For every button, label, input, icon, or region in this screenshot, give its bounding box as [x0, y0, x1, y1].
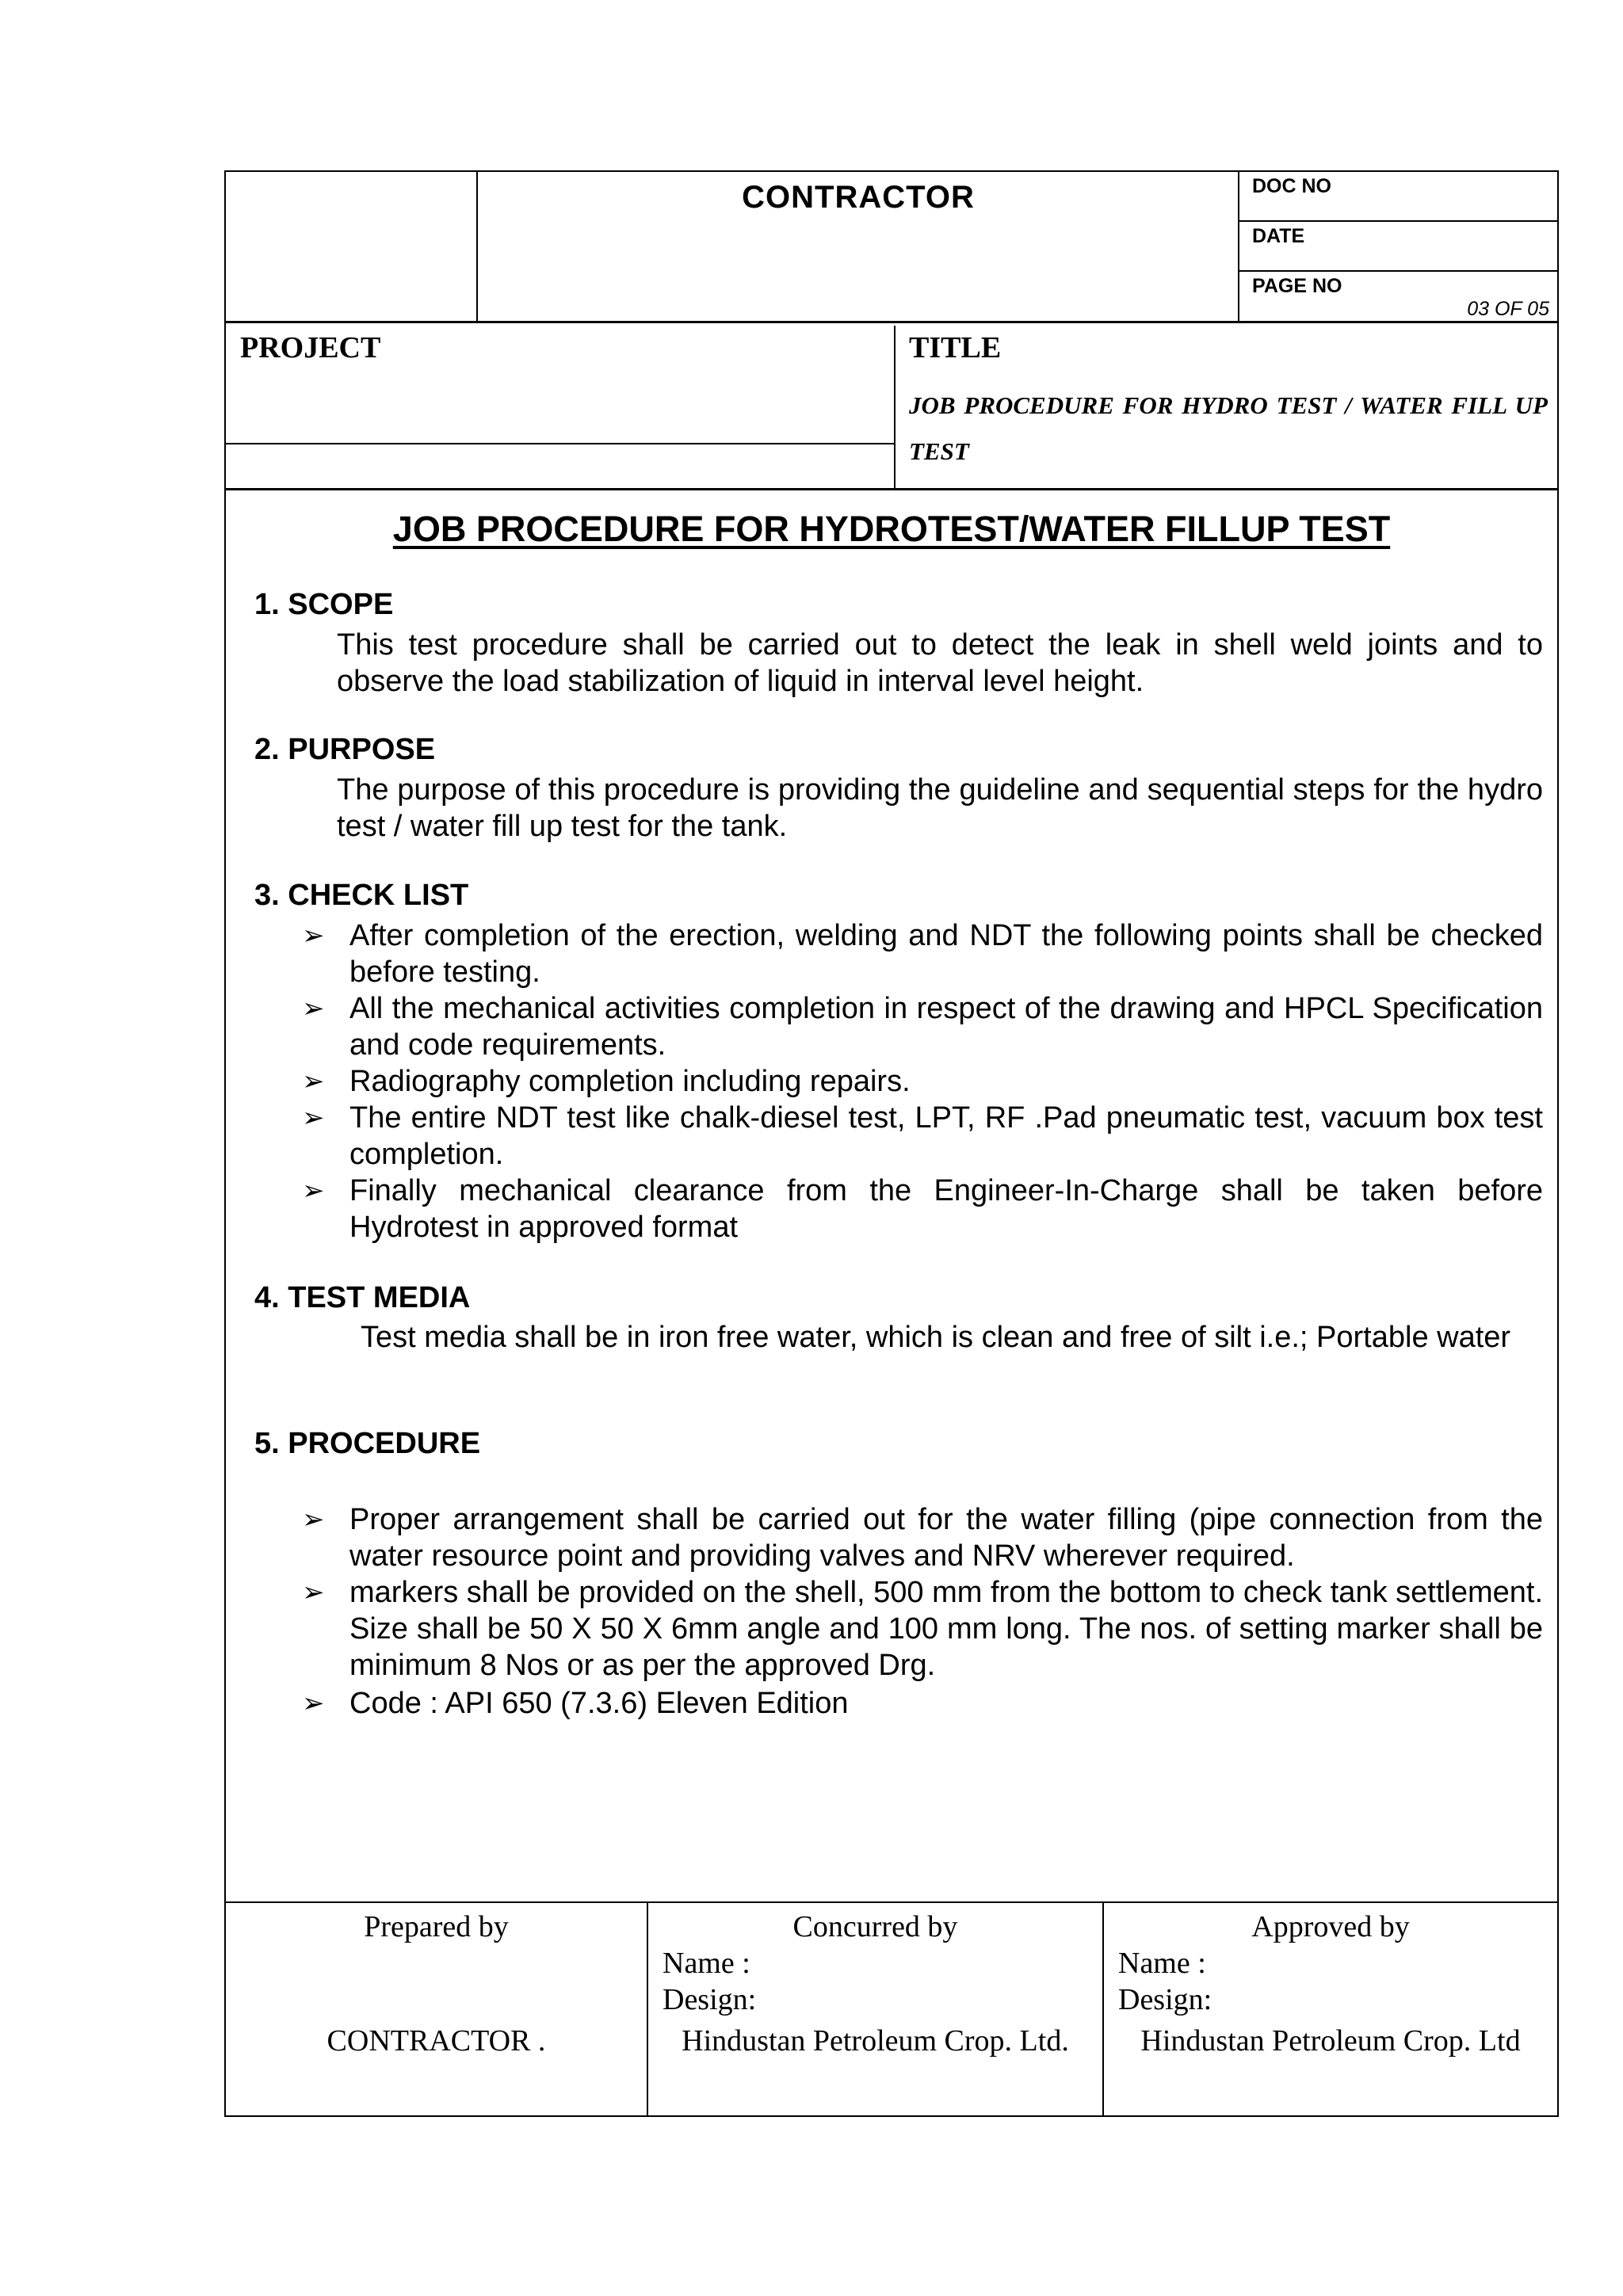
signature-block [226, 1901, 1557, 2115]
section-text-test-media: Test media shall be in iron free water, which is clean and free of silt i.e.; Portable water [361, 1321, 1511, 1354]
date-row [1239, 222, 1557, 272]
bullet-arrow-icon: ➢ [302, 1688, 325, 1718]
concurred-by-heading: Concurred by [792, 1910, 958, 1943]
concurred-by-cell [648, 1903, 1102, 2117]
list-item-text: The entire NDT test like chalk-diesel test, LPT, RF .Pad pneumatic test, vacuum box test completion. [349, 1101, 1543, 1171]
bullet-arrow-icon: ➢ [302, 1176, 325, 1206]
approved-name-label: Name : [1118, 1947, 1206, 1980]
list-item-text: All the mechanical activities completion in respect of the drawing and HPCL Specification and code requirements. [349, 992, 1543, 1062]
concurred-design-label: Design: [663, 1983, 757, 2016]
approved-by-cell [1104, 1903, 1557, 2117]
page-number: 03 OF 05 [1467, 298, 1549, 320]
list-item [302, 1501, 1543, 1574]
section-heading-procedure: 5. PROCEDURE [254, 1427, 481, 1460]
project-title-block [226, 326, 1557, 490]
section-heading-test-media: 4. TEST MEDIA [254, 1281, 471, 1314]
bullet-arrow-icon: ➢ [302, 1505, 325, 1535]
date-label: DATE [1252, 225, 1305, 247]
header-block [226, 172, 1557, 323]
list-item [302, 917, 1543, 990]
list-item-text: After completion of the erection, welding and NDT the following points shall be checked before testing. [349, 919, 1543, 989]
section-heading-scope: 1. SCOPE [254, 588, 394, 621]
page-no-label: PAGE NO [1252, 275, 1342, 297]
prepared-by-heading: Prepared by [364, 1910, 509, 1943]
project-label: PROJECT [240, 331, 381, 364]
list-item-text: Code : API 650 (7.3.6) Eleven Edition [349, 1687, 849, 1720]
document-frame [224, 170, 1559, 2117]
doc-no-row [1239, 172, 1557, 222]
list-item [302, 1173, 1543, 1245]
section-text-purpose: The purpose of this procedure is providing the guideline and sequential steps for the hydro test / water fill up test for the tank. [337, 773, 1543, 843]
approved-by-org: Hindustan Petroleum Crop. Ltd [1140, 2024, 1521, 2058]
list-item [302, 1574, 1543, 1684]
list-item [302, 1063, 1543, 1100]
project-divider [894, 326, 896, 490]
bullet-arrow-icon: ➢ [302, 1066, 325, 1097]
bullet-arrow-icon: ➢ [302, 921, 325, 951]
list-item-text: markers shall be provided on the shell, 500 mm from the bottom to check tank settlement. Size shall be 50 X 50 X 6mm angle and 100 mm long. The nos. of setting marker shall be minimum 8 Nos or as per the approved Drg. [349, 1576, 1543, 1682]
contractor-name: CONTRACTOR [742, 180, 975, 215]
title-text: JOB PROCEDURE FOR HYDRO TEST / WATER FILL UP TEST [909, 391, 1548, 465]
list-item-text: Finally mechanical clearance from the Engineer-In-Charge shall be taken before Hydrotest in approved format [349, 1174, 1543, 1244]
section-heading-purpose: 2. PURPOSE [254, 733, 436, 766]
title-label: TITLE [909, 331, 1002, 364]
concurred-name-label: Name : [663, 1947, 750, 1980]
section-text-scope: This test procedure shall be carried out to detect the leak in shell weld joints and to observe the load stabilization of liquid in interval level height. [337, 628, 1543, 698]
bullet-arrow-icon: ➢ [302, 1577, 325, 1608]
concurred-by-org: Hindustan Petroleum Crop. Ltd. [682, 2024, 1069, 2058]
approved-by-heading: Approved by [1251, 1910, 1410, 1943]
doc-meta [1239, 172, 1557, 321]
list-item [302, 1685, 1543, 1722]
page-no-row [1239, 272, 1557, 321]
list-item [302, 1100, 1543, 1173]
bullet-arrow-icon: ➢ [302, 1103, 325, 1133]
list-item [302, 990, 1543, 1063]
section-heading-checklist: 3. CHECK LIST [254, 879, 469, 912]
project-divider [226, 443, 894, 444]
doc-no-label: DOC NO [1252, 175, 1331, 197]
document-title: JOB PROCEDURE FOR HYDROTEST/WATER FILLUP TEST [392, 509, 1391, 549]
list-item-text: Radiography completion including repairs. [349, 1065, 911, 1098]
bullet-arrow-icon: ➢ [302, 994, 325, 1024]
prepared-by-cell [226, 1903, 647, 2117]
approved-design-label: Design: [1118, 1983, 1212, 2016]
prepared-by-org: CONTRACTOR . [327, 2024, 546, 2058]
list-item-text: Proper arrangement shall be carried out for the water filling (pipe connection from the water resource point and providing valves and NRV wherever required. [349, 1503, 1543, 1573]
